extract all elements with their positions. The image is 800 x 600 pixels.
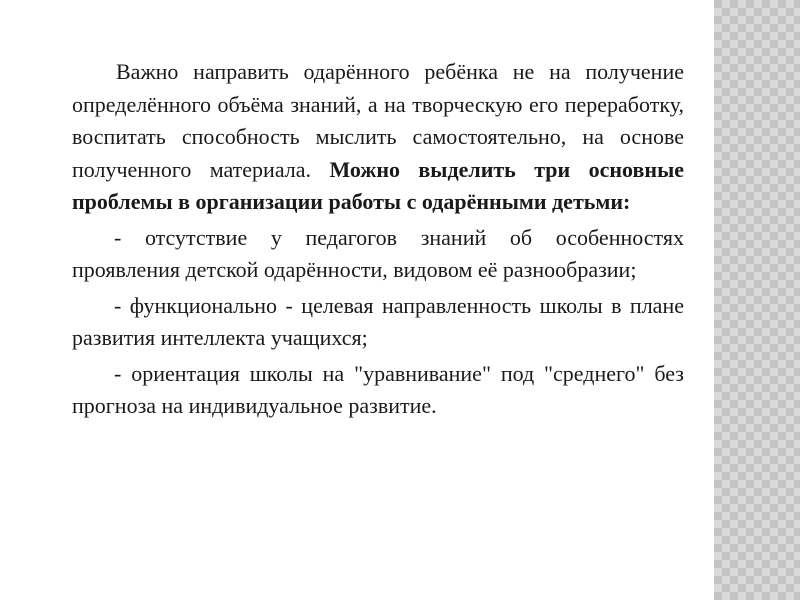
slide-text-block [72, 56, 684, 423]
intro-bold-text: Можно выделить три основные проблемы в организации работы с одарёнными детьми: [72, 156, 685, 214]
intro-paragraph [72, 56, 684, 219]
intro-text: Важно направить одарённого ребёнка не на получение определённого объёма знаний, а на творческую его переработку, воспитать способность мыслить самостоятельно, на основе полученного материала. [72, 59, 684, 182]
decorative-side-strip [714, 0, 800, 600]
problem-item-1: - отсутствие у педагогов знаний об особенностях проявления детской одарённости, видовом её разнообразии; [72, 224, 684, 282]
problem-item-3: - ориентация школы на "уравнивание" под "среднего" без прогноза на индивидуальное развитие. [72, 360, 684, 418]
problem-item-2: - функционально - целевая направленность школы в плане развития интеллекта учащихся; [72, 292, 684, 350]
